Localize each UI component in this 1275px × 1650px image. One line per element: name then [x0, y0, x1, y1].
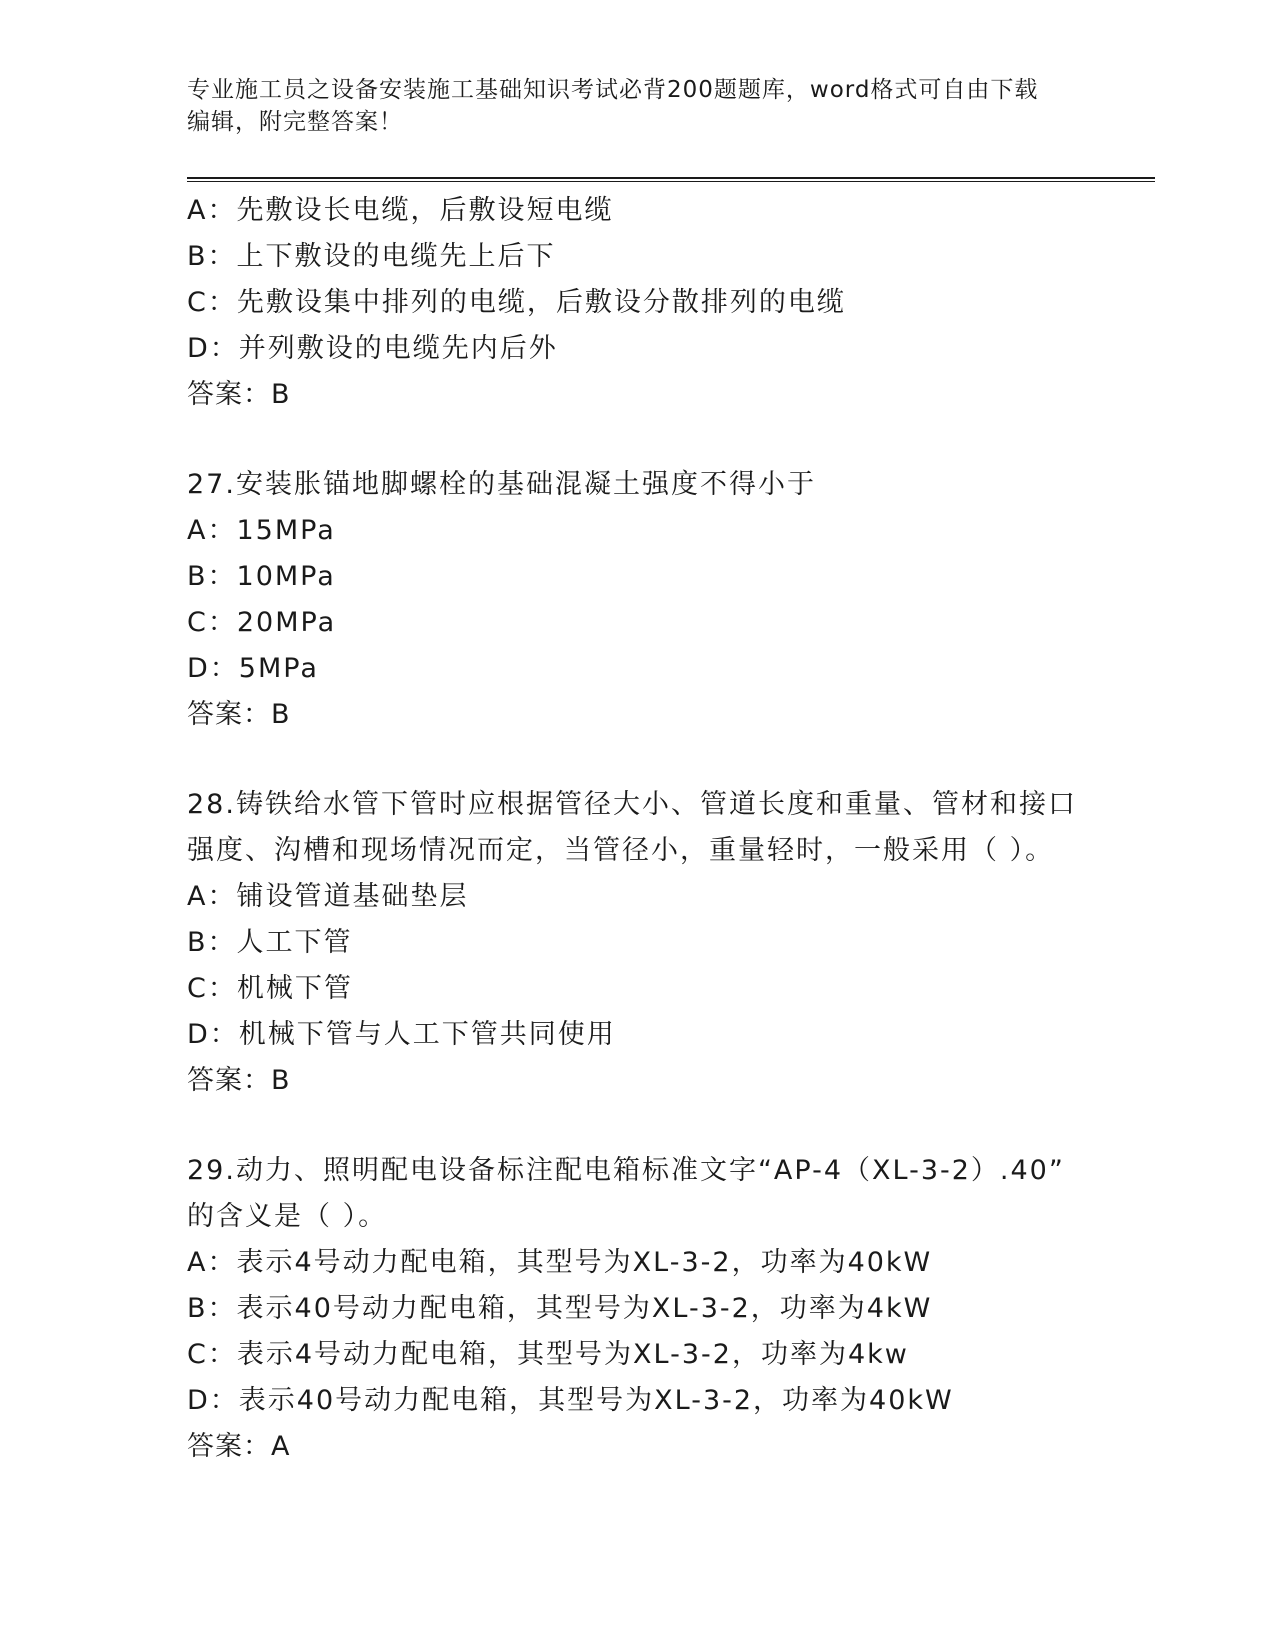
option-a: A：15MPa: [187, 515, 336, 546]
option-d: D：并列敷设的电缆先内后外: [187, 333, 558, 364]
question-28-stem-line-2: 强度、沟槽和现场情况而定，当管径小，重量轻时，一般采用（ ）。: [187, 835, 1055, 866]
option-c: C：20MPa: [187, 607, 337, 638]
option-a: A：铺设管道基础垫层: [187, 881, 469, 912]
option-b: B：上下敷设的电缆先上后下: [187, 241, 556, 272]
question-28-stem-line-1: 28.铸铁给水管下管时应根据管径大小、管道长度和重量、管材和接口: [187, 789, 1077, 820]
option-d: D：表示40号动力配电箱，其型号为XL-3-2，功率为40kW: [187, 1385, 954, 1416]
option-c: C：机械下管: [187, 973, 353, 1004]
option-d: D：机械下管与人工下管共同使用: [187, 1019, 616, 1050]
option-d: D：5MPa: [187, 653, 319, 684]
question-27-block: [187, 462, 1087, 738]
question-26-block: [187, 188, 1087, 418]
question-29-stem-line-1: 29.动力、照明配电设备标注配电箱标准文字“AP-4（XL-3-2）.40”: [187, 1155, 1065, 1186]
question-27-stem: 27.安装胀锚地脚螺栓的基础混凝土强度不得小于: [187, 469, 816, 500]
answer-26: 答案：B: [187, 379, 291, 410]
header-title-line-1: 专业施工员之设备安装施工基础知识考试必背200题题库，word格式可自由下载: [187, 77, 1039, 103]
header-title-line-2: 编辑，附完整答案！: [187, 109, 403, 135]
option-b: B：10MPa: [187, 561, 336, 592]
option-a: A：先敷设长电缆，后敷设短电缆: [187, 195, 614, 226]
answer-27: 答案：B: [187, 699, 291, 730]
question-29-stem-line-2: 的含义是（ ）。: [187, 1201, 388, 1232]
option-b: B：表示40号动力配电箱，其型号为XL-3-2，功率为4kW: [187, 1293, 933, 1324]
document-body: [187, 188, 1087, 1470]
option-c: C：先敷设集中排列的电缆，后敷设分散排列的电缆: [187, 287, 846, 318]
option-b: B：人工下管: [187, 927, 353, 958]
header-divider: [187, 177, 1155, 182]
option-a: A：表示4号动力配电箱，其型号为XL-3-2，功率为40kW: [187, 1247, 933, 1278]
document-header: [187, 74, 1087, 138]
answer-29: 答案：A: [187, 1431, 291, 1462]
answer-28: 答案：B: [187, 1065, 291, 1096]
question-29-block: [187, 1148, 1087, 1470]
option-c: C：表示4号动力配电箱，其型号为XL-3-2，功率为4kw: [187, 1339, 909, 1370]
question-28-block: [187, 782, 1087, 1104]
